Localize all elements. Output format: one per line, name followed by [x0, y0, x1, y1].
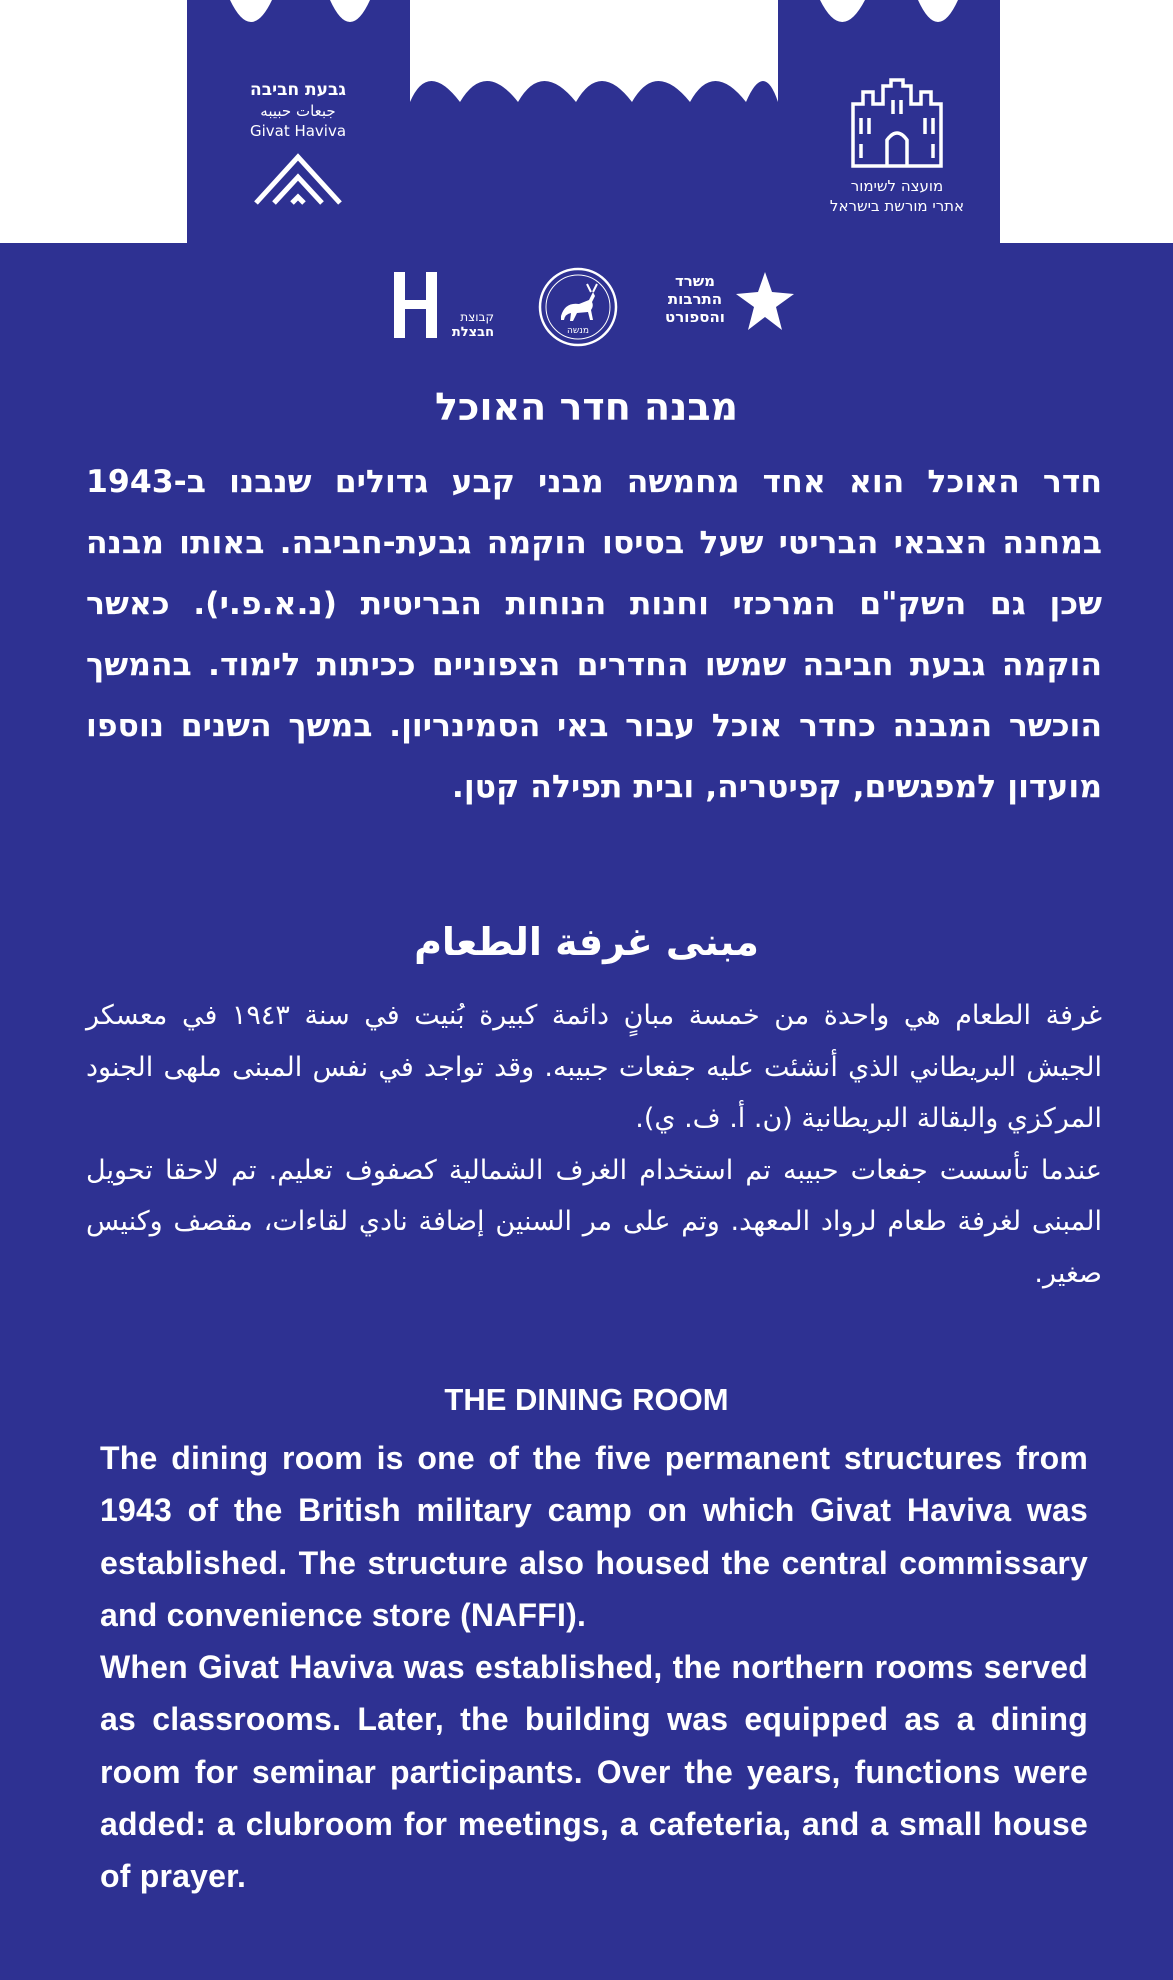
heritage-council-line1: מועצה לשימור — [850, 177, 944, 195]
emblem-caption: מנשה — [567, 326, 589, 336]
culture-ministry-logo — [654, 266, 796, 348]
arabic-paragraph-1: غرفة الطعام هي واحدة من خمسة مبانٍ دائمة كبيرة بُنيت في سنة ١٩٤٣ في معسكر الجيش البريطاني الذي أنشئت عليه جفعات جبيبه. وقد تواجد في نفس المبنى ملهى الجنود المركزي والبقالة البريطانية (ن. أ. ف. ي). — [86, 1000, 1102, 1134]
english-paragraph-1: The dining room is one of the five permanent structures from 1943 of the British military camp on which Givat Haviva was established. The structure also housed the central commissary and convenience store (NAFFI). — [100, 1440, 1088, 1633]
givat-haviva-logo — [222, 80, 374, 207]
hebrew-title: מבנה חדר האוכל — [434, 385, 739, 429]
givat-haviva-hebrew: גבעת חביבה — [250, 80, 346, 100]
givat-haviva-arabic: جبعات حبيبه — [260, 102, 336, 120]
culture-ministry-line1: משרד — [674, 272, 716, 290]
givat-haviva-english: Givat Haviva — [249, 122, 347, 140]
heritage-building-icon — [847, 78, 947, 170]
english-paragraph-2: When Givat Haviva was established, the northern rooms served as classrooms. Later, the building was equipped as a dining room for seminar participants. Over the years, functions were added: a clubroom for meetings, a cafeteria, and a small house of prayer. — [100, 1649, 1088, 1895]
emblem-logo — [537, 266, 619, 348]
arabic-paragraph-2: عندما تأسست جفعات حبيبه تم استخدام الغرف الشمالية كصفوف تعليم. تم لاحقا تحويل المبنى لغرفة طعام لرواد المعهد. وتم على مر السنين إضافة نادي لقاءات، مقصف وكنيس صغير. — [86, 1154, 1102, 1289]
triangle-stripes-icon — [252, 151, 344, 207]
arabic-body — [86, 990, 1102, 1299]
english-body — [100, 1432, 1088, 1903]
h-letter-icon — [392, 270, 442, 340]
culture-ministry-line3: והספורט — [665, 308, 725, 326]
hefzibah-line1: קבוצת — [460, 310, 494, 324]
heritage-council-line2: אתרי מורשת בישראל — [829, 197, 965, 215]
culture-ministry-line2: התרבות — [667, 290, 723, 308]
hefzibah-line2: חבצלת — [451, 325, 494, 340]
heritage-council-logo — [802, 78, 992, 216]
english-title: THE DINING ROOM — [444, 1382, 729, 1417]
hebrew-body: חדר האוכל הוא אחד מחמשה מבני קבע גדולים שנבנו ב-1943 במחנה הצבאי הבריטי שעל בסיסו הוקמה גבעת-חביבה. באותו מבנה שכן גם השק"ם המרכזי וחנות הנוחות הבריטית (נ.א.פ.י). כאשר הוקמה גבעת חביבה שמשו החדרים הצפוניים ככיתות לימוד. בהמשך הוכשר המבנה כחדר אוכל עבור באי הסמינריון. במשך השנים נוספו מועדון למפגשים, קפיטריה, ובית תפילה קטן. — [86, 464, 1102, 805]
star-icon — [734, 270, 796, 332]
arabic-title: مبنى غرفة الطعام — [414, 920, 759, 964]
hefzibah-logo — [392, 270, 498, 346]
